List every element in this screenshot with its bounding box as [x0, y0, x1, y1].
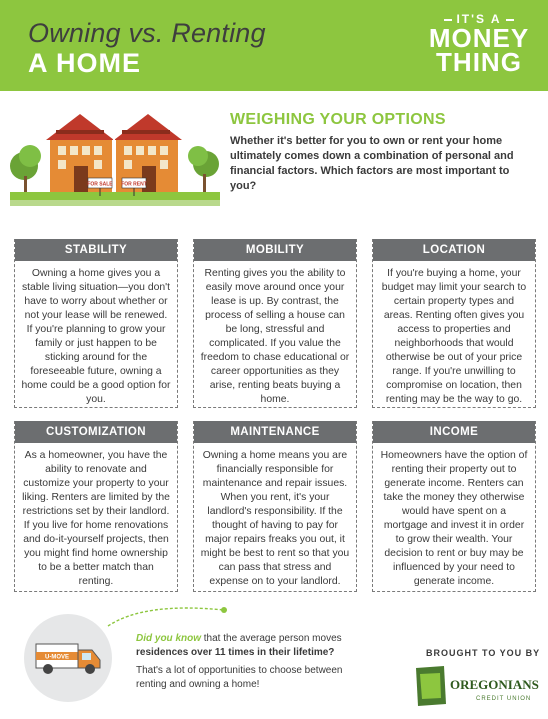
houses-illustration [10, 100, 220, 218]
card-title: MAINTENANCE [194, 421, 356, 443]
card-body: Homeowners have the option of renting their property out to generate income. Renters can take the money they otherwise would have spent on a mortgage and invest it in order to grow their wealth. Your decision to rent or buy may be influenced by your need to generate income. [380, 450, 528, 587]
title-line-2: A HOME [28, 48, 141, 78]
logo-line-2: MONEY [428, 23, 530, 53]
card-body: Renting gives you the ability to easily move around once your lease is up. By contrast, the process of selling a house can be long, stressful and complicated. If you value the freedom to chase educational or career opportunities as they arise, renting beats buying a home. [200, 268, 350, 405]
arrow-icon [104, 600, 244, 630]
oregonians-logo [414, 664, 542, 708]
card-title: STABILITY [15, 239, 177, 261]
card-title: MOBILITY [194, 239, 356, 261]
title-line-1: Owning vs. Renting [28, 18, 266, 48]
card-location [372, 239, 536, 408]
for-sale-sign: FOR SALE [87, 181, 113, 188]
card-maintenance [193, 421, 357, 592]
roof-icon [46, 114, 114, 140]
logo-line-3: THING [436, 47, 522, 77]
card-body: Owning a home means you are financially responsible for maintenance and repair issues. When you rent, it's your landlord's responsibility. If the thought of having to pay for major repairs freaks you out, it might be best to rent so that you can pass that stress and expense on to your landlord. [200, 450, 350, 587]
card-title: LOCATION [373, 239, 535, 261]
card-body: As a homeowner, you have the ability to renovate and customize your property to your liking. Renters are limited by the restrictions set by their landlord. If you live for home renovations and do-it-yourself projects, then you might find home ownership to be a better match than renting. [22, 450, 170, 587]
card-body: Owning a home gives you a stable living situation—you don't have to worry about whether or not your lease will be renewed. If you're planning to grow your family or just happen to be sticking around for the foreseeable future, owning a home could be a good option for you. [21, 268, 171, 405]
for-rent-sign: FOR RENT [121, 181, 147, 188]
intro-paragraph: Whether it's better for you to own or rent your home ultimately comes down a combination of personal and financial factors. Which factors are most important to you? [230, 135, 514, 192]
card-customization [14, 421, 178, 592]
logo-line-1: IT'S A [424, 12, 534, 26]
sponsor-name: OREGONIANS [450, 677, 539, 692]
brought-by-label: BROUGHT TO YOU BY [426, 648, 541, 658]
fact-followup: That's a lot of opportunities to choose between renting and owning a home! [136, 665, 343, 690]
card-mobility [193, 239, 357, 408]
header-banner [0, 0, 548, 91]
fact-text [136, 632, 356, 659]
card-stability [14, 239, 178, 408]
moving-truck-icon [34, 638, 104, 678]
card-income [372, 421, 536, 592]
section-heading: WEIGHING YOUR OPTIONS [230, 111, 446, 128]
did-you-know-label: Did you know [136, 633, 201, 644]
card-title: CUSTOMIZATION [15, 421, 177, 443]
fact-part-b: residences over 11 times in their lifetime? [136, 646, 335, 658]
sponsor-subtitle: CREDIT UNION [476, 696, 532, 702]
money-thing-logo [424, 12, 534, 78]
card-title: INCOME [373, 421, 535, 443]
fact-part-a: that the average person moves [201, 633, 342, 644]
truck-label: U-MOVE [45, 654, 69, 661]
card-body: If you're buying a home, your budget may limit your search to certain property types and areas. Renting often gives you access to properties and neighborhoods that would otherwise be out of your price range. If you're unwilling to compromise on location, then renting may be the way to go. [381, 268, 527, 405]
